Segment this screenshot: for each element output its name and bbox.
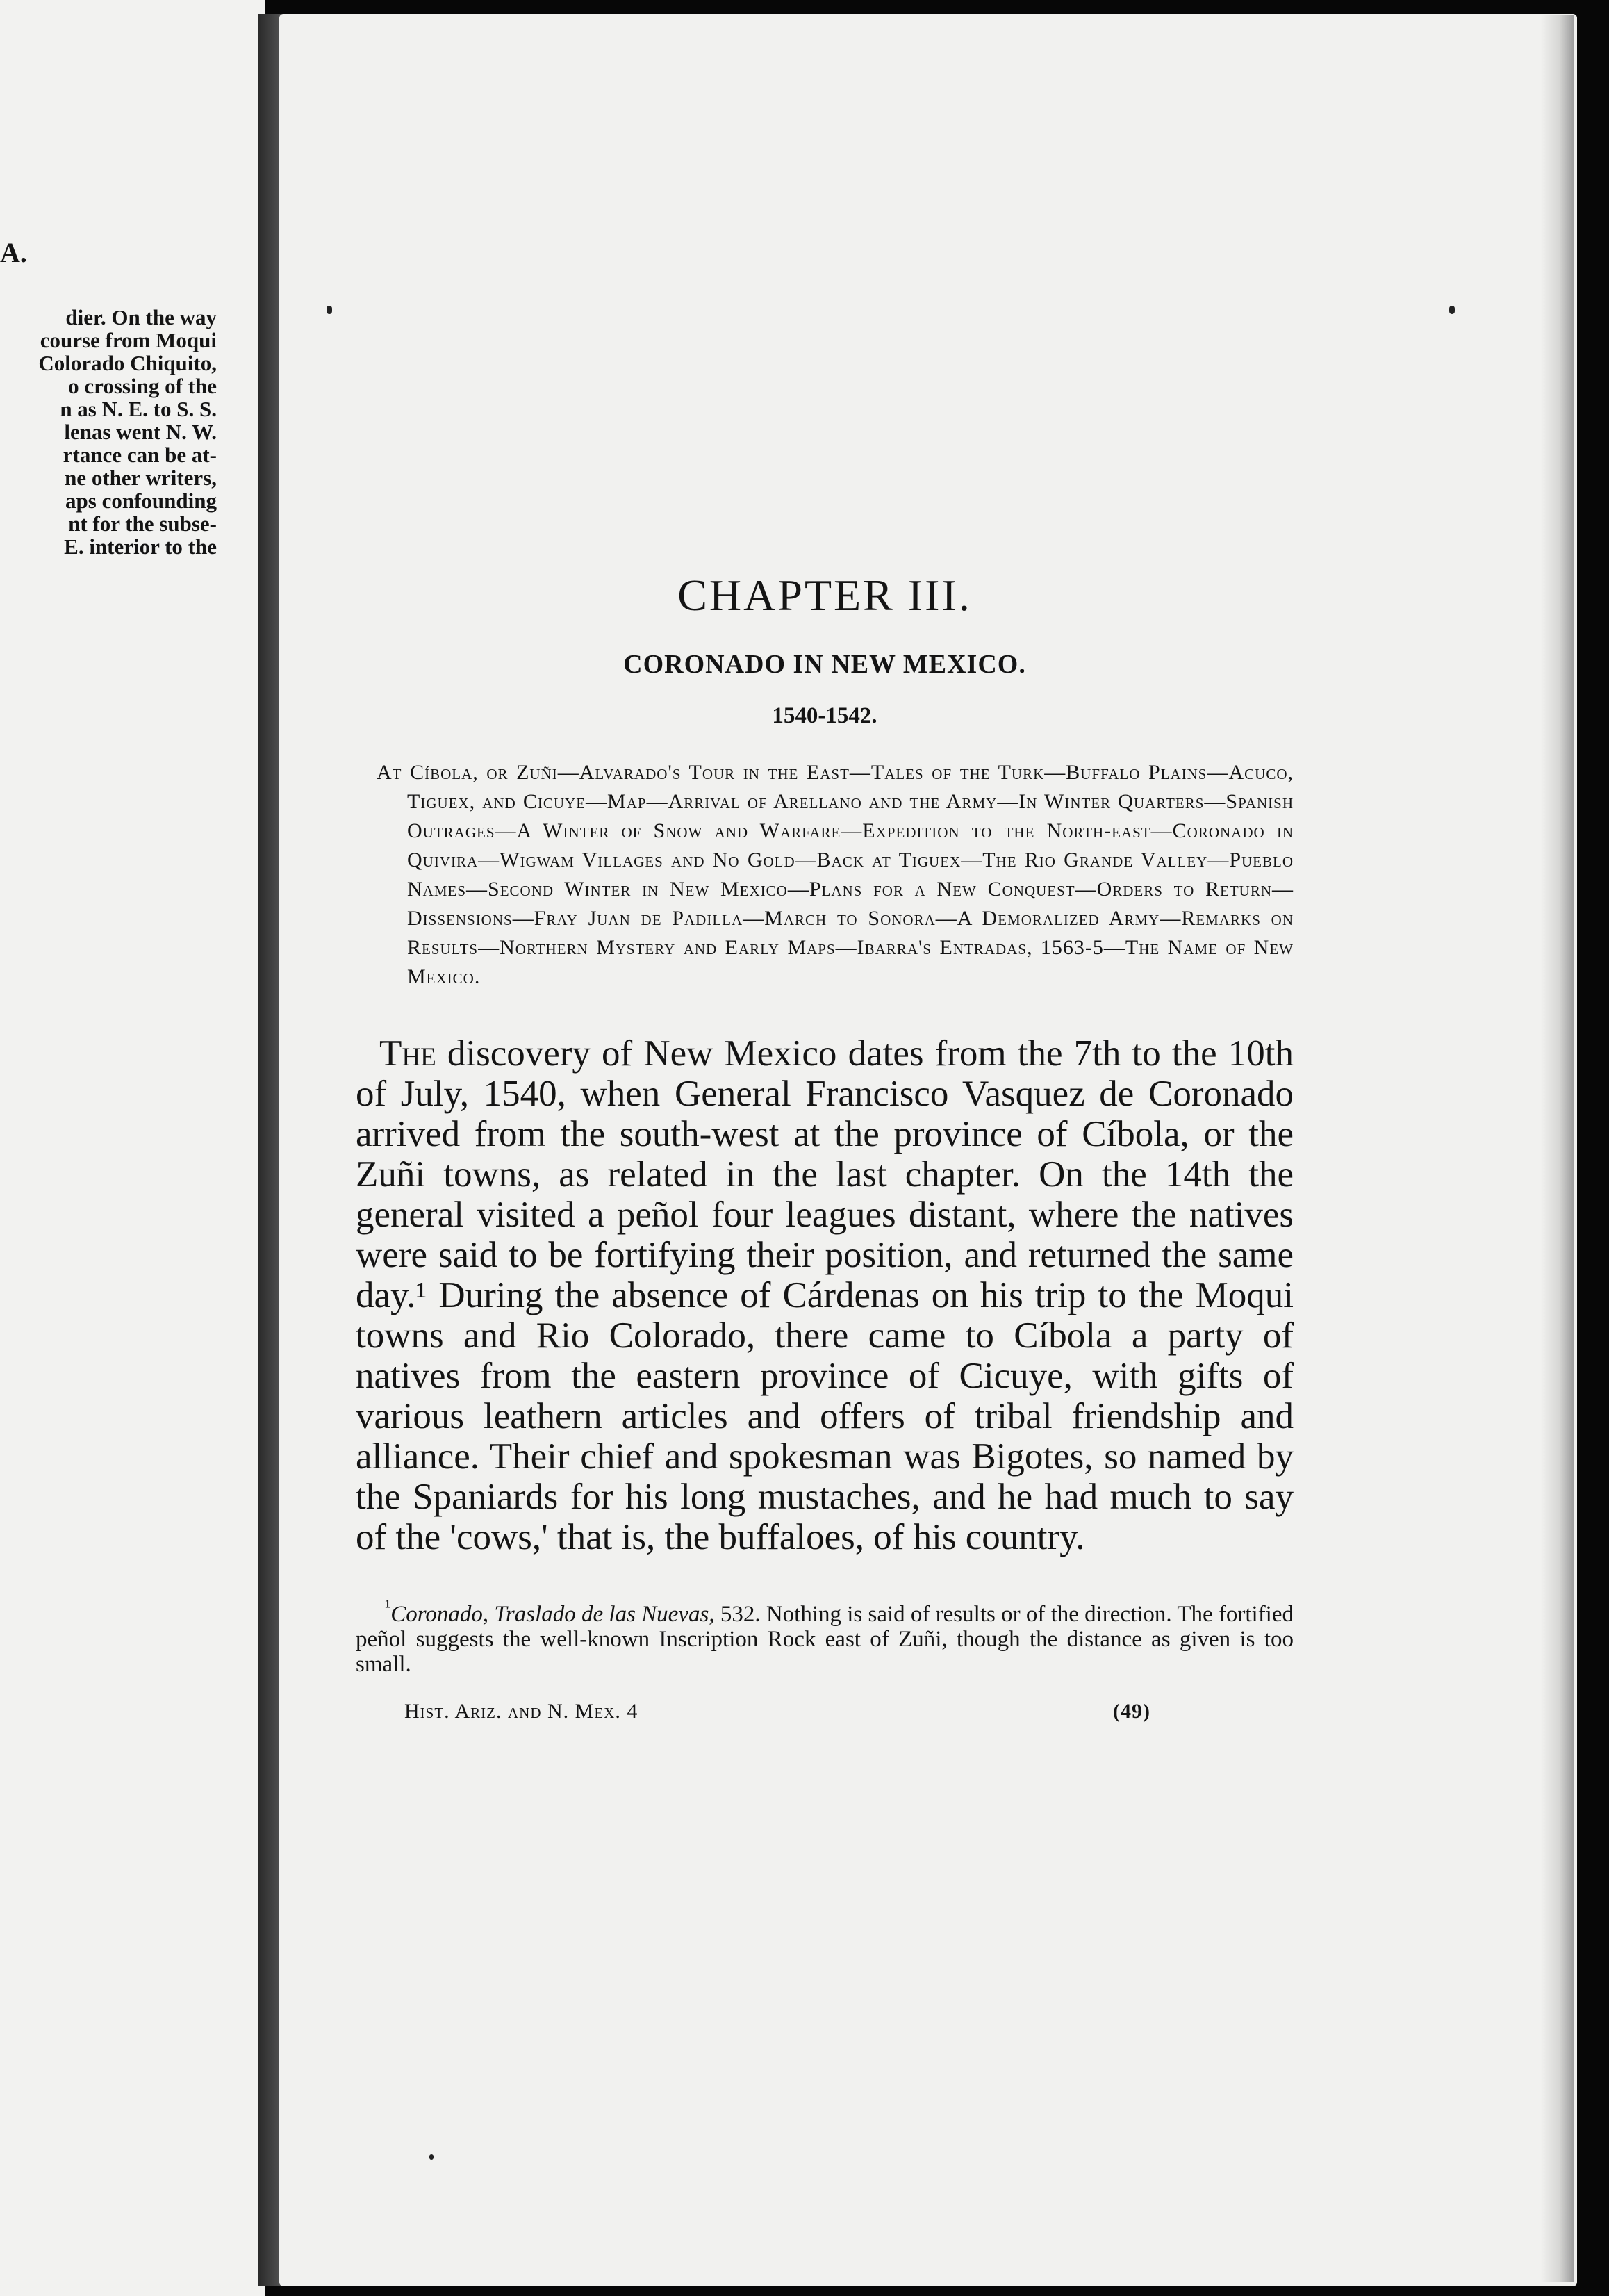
chapter-title: CHAPTER III. <box>677 571 972 620</box>
footnote-marker: ¹ <box>385 1596 391 1617</box>
chapter-subtitle: CORONADO IN NEW MEXICO. <box>623 650 1026 679</box>
left-page-line: dier. On the way <box>65 306 217 329</box>
left-page-text <box>0 306 217 558</box>
footnote-source: Coronado, Traslado de las Nuevas, <box>390 1602 715 1627</box>
chapter-dates: 1540-1542. <box>772 703 877 728</box>
signature-mark: Hist. Ariz. and N. Mex. 4 <box>404 1700 638 1723</box>
left-page-line: lenas went N. W. <box>64 420 217 444</box>
left-page-line: ne other writers, <box>65 466 217 490</box>
left-page-line: E. interior to the <box>64 534 217 558</box>
left-page-heading-fragment: A. <box>0 237 27 268</box>
left-page <box>0 0 265 2296</box>
page-footer <box>356 1700 1294 1728</box>
page-number: (49) <box>1113 1700 1150 1723</box>
footnote-text: 532. Nothing is said of results or of the direction. The fortified peñol suggests the well-known Inscription Rock east of Zuñi, though the distance as given is too small. <box>356 1602 1294 1677</box>
page-edge <box>1541 15 1574 2282</box>
footnote <box>356 1594 1294 1677</box>
left-page-line: nt for the subse- <box>68 511 217 536</box>
left-page-line: o crossing of the <box>68 374 217 398</box>
body-paragraph <box>356 1033 1294 1557</box>
body-text: discovery of New Mexico dates from the 7th to the 10th of July, 1540, when General Francisco Vasquez de Coronado arrived from the south-west at the province of Cíbola, or the Zuñi towns, as related in the last chapter. On the 14th the general visited a peñol four leagues distant, where the natives were said to be fortifying their position, and returned the same day.¹ During the absence of Cárdenas on his trip to the Moqui towns and Rio Colorado, there came to Cíbola a party of natives from the eastern province of Cicuye, with gifts of various leathern articles and offers of tribal friendship and alliance. Their chief and spokesman was Bigotes, so named by the Spaniards for his long mustaches, and he had much to say of the 'cows,' that is, the buffaloes, of his country. <box>356 1033 1294 1557</box>
chapter-synopsis: At Cíbola, or Zuñi—Alvarado's Tour in the East—Tales of the Turk—Buffalo Plains—Acuco, Tiguex, and Cicuye—Map—Arrival of Arellano and the Army—In Winter Quarters—Spanish Outrages—A Winter of Snow and Warfare—Expedition to the North-east—Coronado in Quivira—Wigwam Villages and No Gold—Back at Tiguex—The Rio Grande Valley—Pueblo Names—Second Winter in New Mexico—Plans for a New Conquest—Orders to Return—Dissensions—Fray Juan de Padilla—March to Sonora—A Demoralized Army—Remarks on Results—Northern Mystery and Early Maps—Ibarra's Entradas, 1563-5—The Name of New Mexico. <box>377 761 1294 988</box>
page-speck <box>429 2154 434 2160</box>
page-speck <box>327 306 332 314</box>
left-page-line: n as N. E. to S. S. <box>60 397 217 421</box>
chapter-content <box>356 570 1294 1728</box>
left-page-line: aps confounding <box>65 489 217 513</box>
left-page-line: rtance can be at- <box>63 443 217 467</box>
opening-word: The <box>379 1033 436 1074</box>
page-speck <box>1449 306 1455 314</box>
left-page-line: Colorado Chiquito, <box>38 351 217 375</box>
left-page-line: course from Moqui <box>40 328 217 352</box>
